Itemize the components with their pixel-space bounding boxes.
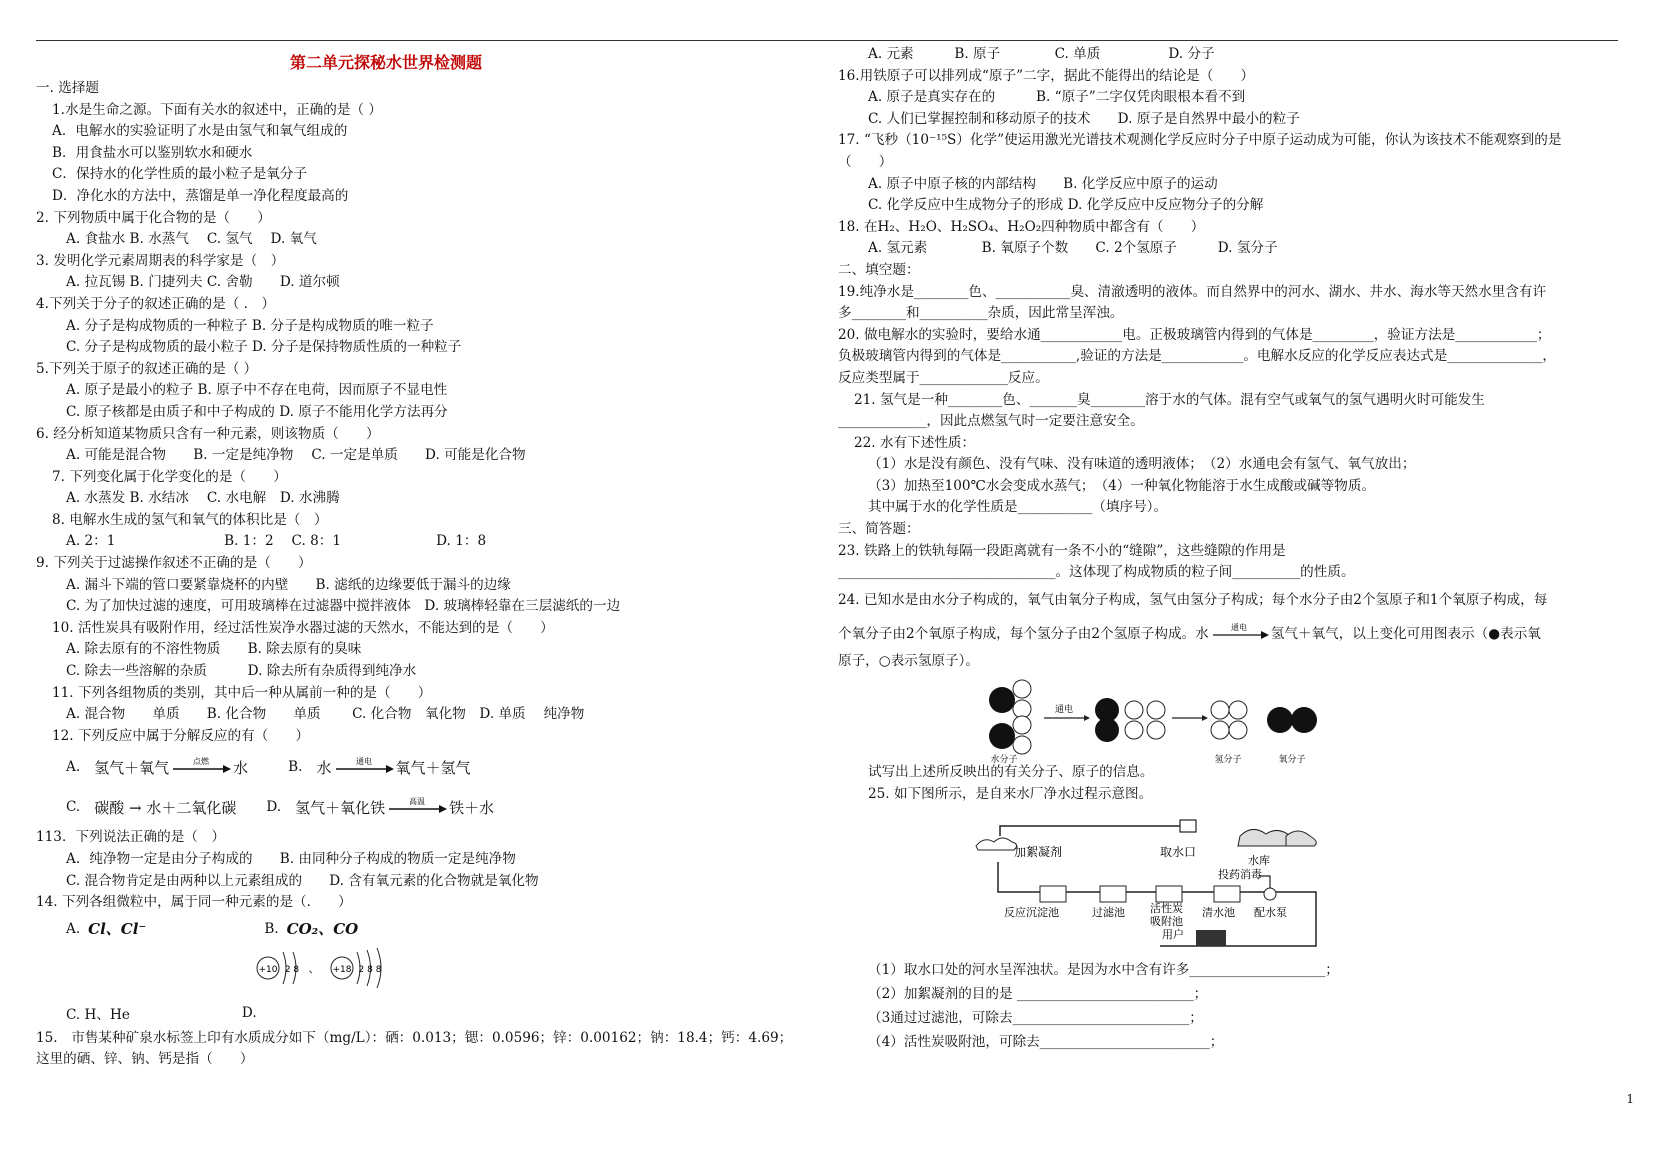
question-20-cont2: 反应类型属于_____________反应。 bbox=[838, 369, 1049, 386]
settling-tank-icon bbox=[1040, 886, 1066, 902]
q7-options: A. 水蒸发 B. 水结冰 C. 水电解 D. 水沸腾 bbox=[66, 490, 340, 507]
question-1: 1.水是生命之源。下面有关水的叙述中，正确的是（ ） bbox=[52, 101, 382, 118]
q4-options-ab: A. 分子是构成物质的一种粒子 B. 分子是构成物质的唯一粒子 bbox=[66, 317, 434, 334]
q12-d-condition: 高温 bbox=[409, 797, 426, 807]
q12-a-reactants: 氢气＋氧气 bbox=[94, 758, 170, 777]
figure-label-hydrogen: 氢分子 bbox=[1214, 755, 1242, 765]
figure-label-oxygen: 氧分子 bbox=[1278, 755, 1306, 765]
oxygen-atom-icon bbox=[1267, 707, 1293, 733]
hydrogen-atom-icon bbox=[1125, 701, 1143, 719]
q14-a-label: A. bbox=[66, 920, 81, 937]
q3-options: A. 拉瓦锡 B. 门捷列夫 C. 舍勒 D. 道尔顿 bbox=[66, 274, 340, 291]
question-16: 16.用铁原子可以排列成“原子”二字，据此不能得出的结论是（ ） bbox=[838, 67, 1255, 84]
question-14: 14. 下列各组微粒中，属于同一种元素的是（. ） bbox=[36, 894, 352, 911]
label-coagulant: 加絮凝剂 bbox=[1014, 844, 1063, 859]
coagulant-tank-icon bbox=[976, 838, 1017, 850]
question-13: 113．下列说法正确的是（ ） bbox=[36, 829, 226, 846]
label-clear-water: 清水池 bbox=[1202, 905, 1235, 919]
q12-d-reactants: 氢气＋氧化铁 bbox=[295, 798, 386, 817]
right-column bbox=[838, 44, 1618, 1054]
q15-options: A. 元素 B. 原子 C. 单质 D. 分子 bbox=[868, 46, 1215, 62]
page-number: 1 bbox=[1626, 1092, 1634, 1106]
page-title: 第二单元探秘水世界检测题 bbox=[289, 53, 482, 72]
q12-row-ab bbox=[36, 747, 826, 787]
hydrogen-atom-icon bbox=[1211, 701, 1229, 719]
hydrogen-atom-icon bbox=[1229, 701, 1247, 719]
q25-part-3: （3通过过滤池，可除去__________________________； bbox=[868, 1009, 1203, 1026]
q8-options: A. 2：1 B. 1：2 C. 8：1 D. 1：8 bbox=[66, 533, 487, 550]
q14-d-nucleus-2: +18 bbox=[332, 964, 352, 975]
question-15-cont: 这里的硒、锌、钠、钙是指（ ） bbox=[36, 1051, 254, 1068]
label-reservoir: 水库 bbox=[1248, 853, 1270, 867]
q14-row-ab bbox=[36, 914, 826, 944]
question-24-cont2: 原子，○表示氢原子）。 bbox=[838, 652, 979, 669]
q12-a-products: 水 bbox=[233, 758, 249, 777]
question-2: 2. 下列物质中属于化合物的是（ ） bbox=[36, 209, 271, 226]
question-15: 15. 市售某种矿泉水标签上印有水质成分如下（mg/L）：硒：0.013；锶：0.0596；锌：0.00162；钠：18.4；钙：4.69； bbox=[36, 1029, 793, 1046]
q25-part-2: （2）加絮凝剂的目的是 __________________________； bbox=[868, 985, 1208, 1002]
label-disinfect: 投药消毒 bbox=[1218, 867, 1262, 881]
q14-d-label: D. bbox=[241, 1004, 257, 1021]
question-6: 6. 经分析知道某物质只含有一种元素，则该物质（ ） bbox=[36, 425, 380, 442]
intake-box-icon bbox=[1180, 820, 1196, 832]
hydrogen-atom-icon bbox=[1013, 700, 1031, 718]
left-column bbox=[36, 44, 826, 1071]
question-24-cont bbox=[838, 617, 1618, 651]
filter-tank-icon bbox=[1100, 886, 1126, 902]
q12-c-label: C. bbox=[66, 799, 81, 816]
q12-row-cd bbox=[36, 787, 826, 827]
hydrogen-atom-icon bbox=[1013, 736, 1031, 754]
q14-d-shells-2: 2 8 8 bbox=[358, 964, 382, 975]
q11-options: A. 混合物 单质 B. 化合物 单质 C. 化合物 氧化物 D. 单质 纯净物 bbox=[66, 706, 585, 723]
q1-option-d: D．净化水的方法中，蒸馏是单一净化程度最高的 bbox=[52, 187, 349, 204]
q14-b-formula: CO₂、CO bbox=[286, 920, 359, 939]
question-23: 23. 铁路上的铁轨每隔一段距离就有一条不小的“缝隙”，这些缝隙的作用是 bbox=[838, 542, 1286, 559]
top-rule bbox=[36, 40, 1618, 41]
oxygen-atom-icon bbox=[989, 687, 1015, 713]
q1-option-c: C．保持水的化学性质的最小粒子是氧分子 bbox=[52, 166, 308, 183]
question-17-cont: （ ） bbox=[838, 153, 893, 170]
hydrogen-atom-icon bbox=[1147, 701, 1165, 719]
section-heading-short: 三、简答题： bbox=[838, 521, 920, 538]
carbon-tank-icon bbox=[1156, 886, 1182, 902]
label-user: 用户 bbox=[1162, 927, 1184, 941]
q14-d-diagram bbox=[36, 944, 826, 1002]
q1-option-a: A．电解水的实验证明了水是由氢气和氧气组成的 bbox=[52, 123, 348, 140]
q24-condition: 通电 bbox=[1230, 622, 1247, 632]
q12-a-arrow-icon bbox=[171, 755, 231, 779]
q17-options-ab: A. 原子中原子核的内部结构 B. 化学反应中原子的运动 bbox=[868, 175, 1218, 192]
question-21: 21. 氢气是一种________色、_______臭________溶于水的气体。混有空气或氧气的氢气遇明火时可能发生 bbox=[854, 391, 1485, 408]
q16-options-ab: A. 原子是真实存在的 B. “原子”二字仅凭肉眼根本看不到 bbox=[868, 89, 1246, 106]
section-heading-fill: 二、填空题： bbox=[838, 261, 920, 278]
figure-arrow-label: 通电 bbox=[1054, 705, 1074, 716]
q12-d-label: D. bbox=[266, 799, 282, 816]
q17-options-cd: C. 化学反应中生成物分子的形成 D. 化学反应中反应物分子的分解 bbox=[868, 197, 1264, 214]
question-24: 24. 已知水是由水分子构成的，氧气由氧分子构成，氢气由氢分子构成；每个水分子由2个氢原子和1个氧原子构成，每 bbox=[838, 591, 1548, 608]
q12-b-condition: 通电 bbox=[355, 757, 372, 767]
oxygen-atom-icon bbox=[1095, 718, 1119, 742]
hydrogen-atom-icon bbox=[1229, 721, 1247, 739]
hydrogen-atom-icon bbox=[1211, 721, 1229, 739]
hydrogen-atom-icon bbox=[1125, 721, 1143, 739]
clear-water-tank-icon bbox=[1214, 886, 1240, 902]
q13-options-ab: A．纯净物一定是由分子构成的 B. 由同种分子构成的物质一定是纯净物 bbox=[66, 851, 516, 867]
q22-property-3-4: （3）加热至100℃水会变成水蒸气； （4）一种氧化物能溶于水生成酸或碱等物质。 bbox=[868, 477, 1376, 494]
q12-c-equation: 碳酸 → 水＋二氧化碳 bbox=[94, 798, 237, 817]
q9-options-cd: C. 为了加快过滤的速度，可用玻璃棒在过滤器中搅拌液体 D. 玻璃棒轻靠在三层滤纸的一边 bbox=[66, 598, 621, 615]
molecule-figure bbox=[838, 672, 1618, 765]
question-4: 4.下列关于分子的叙述正确的是（ . ） bbox=[36, 295, 276, 312]
q1-option-b: B．用食盐水可以鉴别软水和硬水 bbox=[52, 144, 253, 161]
water-treatment-diagram bbox=[970, 816, 1330, 964]
q12-b-reactants: 水 bbox=[316, 758, 332, 777]
q24-arrow-icon bbox=[1211, 622, 1269, 646]
question-3: 3. 发明化学元素周期表的科学家是（ ） bbox=[36, 252, 285, 269]
q12-d-arrow-icon bbox=[387, 795, 447, 819]
q14-a-formula: Cl、Cl⁻ bbox=[88, 920, 147, 939]
q12-a-condition: 点燃 bbox=[193, 757, 210, 767]
houses-icon bbox=[1196, 930, 1226, 946]
q14-d-shells-1: 2 8 bbox=[284, 964, 300, 975]
question-24-task: 试写出上述所反映出的有关分子、原子的信息。 bbox=[868, 764, 1154, 781]
q10-options-ab: A. 除去原有的不溶性物质 B. 除去原有的臭味 bbox=[66, 641, 362, 658]
question-20: 20. 做电解水的实验时，要给水通____________电。正极玻璃管内得到的气体是_________，验证方法是____________； bbox=[838, 326, 1551, 343]
question-25: 25. 如下图所示，是自来水厂净水过程示意图。 bbox=[868, 786, 1153, 803]
question-12: 12. 下列反应中属于分解反应的有（ ） bbox=[52, 727, 310, 744]
q6-options: A. 可能是混合物 B. 一定是纯净物 C. 一定是单质 D. 可能是化合物 bbox=[66, 447, 526, 464]
question-19: 19.纯净水是________色、___________臭、清澈透明的液体。而自然界中的河水、湖水、井水、海水等天然水里含有许 bbox=[838, 283, 1547, 300]
question-20-cont: 负极玻璃管内得到的气体是___________,验证的方法是____________。电解水反应的化学反应表达式是______________， bbox=[838, 348, 1556, 365]
question-7: 7. 下列变化属于化学变化的是（ ） bbox=[52, 468, 287, 485]
question-21-cont: _____________，因此点燃氢气时一定要注意安全。 bbox=[838, 413, 1144, 430]
q12-b-label: B. bbox=[288, 759, 303, 776]
oxygen-atom-icon bbox=[989, 723, 1015, 749]
label-pump: 配水泵 bbox=[1254, 905, 1287, 919]
section-heading-choice: 一. 选择题 bbox=[36, 80, 100, 96]
q12-b-arrow-icon bbox=[334, 755, 394, 779]
label-carbon-1: 活性炭 bbox=[1150, 901, 1183, 915]
question-5: 5.下列关于原子的叙述正确的是（ ） bbox=[36, 360, 258, 377]
q13-options-cd: C. 混合物肯定是由两种以上元素组成的 D. 含有氧元素的化合物就是氧化物 bbox=[66, 872, 539, 889]
q25-part-4: （4）活性炭吸附池，可除去_________________________； bbox=[868, 1033, 1224, 1050]
q25-part-1: （1）取水口处的河水呈浑浊状。是因为水中含有许多____________________； bbox=[868, 961, 1339, 978]
question-19-cont: 多________和__________杂质，因此常呈浑浊。 bbox=[838, 305, 1124, 322]
label-intake: 取水口 bbox=[1160, 844, 1197, 859]
q22-answer: 其中属于水的化学性质是___________（填序号）。 bbox=[868, 499, 1168, 516]
question-8: 8. 电解水生成的氢气和氧气的体积比是（ ） bbox=[52, 511, 328, 528]
q18-options: A. 氢元素 B. 氧原子个数 C. 2个氢原子 D. 氢分子 bbox=[868, 240, 1278, 257]
question-10: 10. 活性炭具有吸附作用，经过活性炭净水器过滤的天然水，不能达到的是（ ） bbox=[52, 619, 554, 636]
q5-options-cd: C. 原子核都是由质子和中子构成的 D. 原子不能用化学方法再分 bbox=[66, 403, 448, 420]
q14-b-label: B. bbox=[264, 920, 279, 937]
hydrogen-atom-icon bbox=[1147, 721, 1165, 739]
pump-icon bbox=[1264, 888, 1276, 900]
oxygen-atom-icon bbox=[1291, 707, 1317, 733]
q2-options: A. 食盐水 B. 水蒸气 C. 氢气 D. 氧气 bbox=[66, 231, 317, 248]
figure-label-water: 水分子 bbox=[990, 755, 1018, 765]
question-23-cont: ________________________________。这体现了构成物质的粒子间__________的性质。 bbox=[838, 564, 1355, 581]
q14-c-option: C. H、He bbox=[66, 1006, 130, 1023]
q14-d-nucleus-1: +10 bbox=[258, 964, 278, 975]
label-settling: 反应沉淀池 bbox=[1004, 905, 1059, 919]
q4-options-cd: C. 分子是构成物质的最小粒子 D. 分子是保持物质性质的一种粒子 bbox=[66, 339, 462, 356]
q16-options-cd: C. 人们已掌握控制和移动原子的技术 D. 原子是自然界中最小的粒子 bbox=[868, 110, 1300, 127]
q22-property-1-2: （1）水是没有颜色、没有气味、没有味道的透明液体； （2）水通电会有氢气、氧气放出； bbox=[868, 456, 1416, 473]
q14-row-cd bbox=[36, 1002, 826, 1024]
question-9: 9. 下列关于过滤操作叙述不正确的是（ ） bbox=[36, 555, 312, 572]
q24-text-right: 氢气＋氧气，以上变化可用图表示（●表示氧 bbox=[1270, 625, 1541, 642]
hydrogen-atom-icon bbox=[1013, 716, 1031, 734]
q12-d-products: 铁＋水 bbox=[449, 798, 495, 817]
label-carbon-2: 吸附池 bbox=[1150, 914, 1183, 928]
atom-structure-icon bbox=[252, 944, 412, 1002]
q12-a-label: A. bbox=[66, 759, 81, 776]
label-filter: 过滤池 bbox=[1092, 905, 1125, 919]
question-18: 18. 在H₂、H₂O、H₂SO₄、H₂O₂四种物质中都含有（ ） bbox=[838, 218, 1205, 235]
q14-d-separator: 、 bbox=[308, 961, 320, 975]
q10-options-cd: C. 除去一些溶解的杂质 D. 除去所有杂质得到纯净水 bbox=[66, 663, 417, 680]
q12-b-products: 氧气＋氢气 bbox=[395, 758, 471, 777]
question-11: 11. 下列各组物质的类别，其中后一种从属前一种的是（ ） bbox=[52, 684, 432, 701]
hydrogen-atom-icon bbox=[1013, 680, 1031, 698]
q24-text-left: 个氧分子由2个氧原子构成，每个氢分子由2个氢原子构成。水 bbox=[838, 625, 1209, 642]
q9-options-ab: A. 漏斗下端的管口要紧靠烧杯的内壁 B. 滤纸的边缘要低于漏斗的边缘 bbox=[66, 576, 511, 593]
question-22: 22. 水有下述性质： bbox=[854, 434, 976, 451]
water-treatment-figure bbox=[838, 806, 1618, 958]
electrolysis-molecule-diagram bbox=[982, 674, 1382, 764]
q5-options-ab: A. 原子是最小的粒子 B. 原子中不存在电荷，因而原子不显电性 bbox=[66, 382, 448, 399]
question-17: 17. “飞秒（10⁻¹⁵S）化学”使运用激光光谱技术观测化学反应时分子中原子运动成为可能，你认为该技术不能观察到的是 bbox=[838, 132, 1562, 149]
